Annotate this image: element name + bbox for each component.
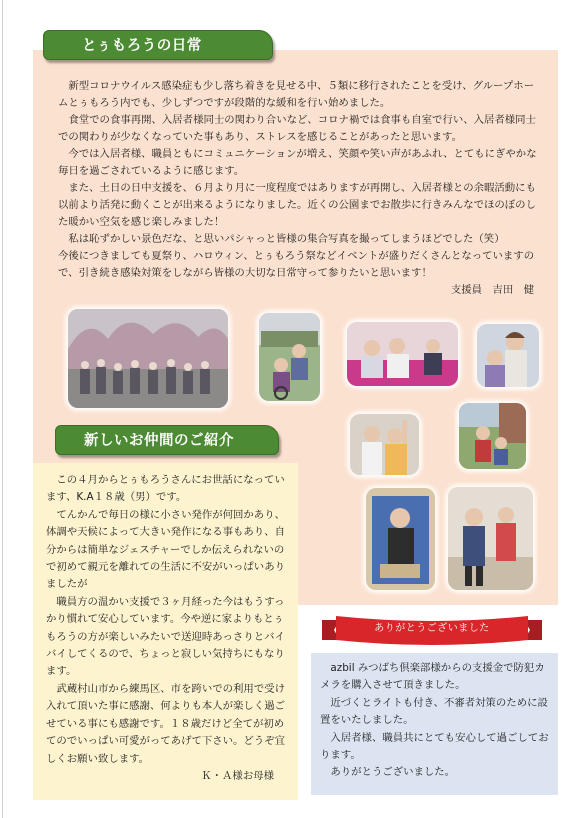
daily-article-text xyxy=(58,78,544,299)
page-edge-line xyxy=(2,0,3,818)
daily-paragraph-6: 今後につきましても夏祭り、ハロウィン、とぅもろう祭などイベントが盛りだくさんとなっていますので、引き続き感染対策をしながら皆様の大切な日常守って参りたいと思います！ xyxy=(58,250,535,279)
thanks-ribbon-label: ありがとうございました xyxy=(374,623,490,634)
thanks-paragraph-3: 入居者様、職員共にとても安心して過ごしております。 xyxy=(320,731,549,762)
photo-resident-arm-raised xyxy=(350,414,419,475)
new-member-paragraph-1: この４月からとぅもろうさんにお世話になっています、K.A１８歳（男）です。 xyxy=(46,474,285,504)
photo-resident-on-mat xyxy=(366,488,435,590)
daily-paragraph-4: また、土日の日中支援を、６月より月に一度程度ではありますが再開し、入居者様との余暇活動にも以前より活発に動くことが出来るようになりました。近くの公園までお散歩に行きみんなでほのぼのした暖かい空気を感じ楽しみました！ xyxy=(58,182,536,228)
photo-wheelchair-park xyxy=(259,313,320,401)
daily-paragraph-5: 私は恥ずかしい景色だな、と思いパシャっと皆様の集合写真を撮ってしまうほどでした（笑） xyxy=(68,233,505,245)
new-member-signature: Ｋ・Ａ様お母様 xyxy=(201,769,274,782)
daily-signature: 支援員 吉田 健 xyxy=(450,284,534,296)
thanks-paragraph-1: azbil みつばち倶楽部様からの支援金で防犯カメラを購入させて頂きました。 xyxy=(320,662,545,692)
daily-paragraph-3: 今では入居者様、職員ともにコミュニケーションが増え、笑顔や笑い声があふれ、とてもにぎやかな毎日を過ごされているように感じます。 xyxy=(58,148,537,177)
daily-paragraph-2: 食堂での食事再開、入居者様同士の関わり合いなど、コロナ禍では食事も自室で行い、入居者様同士での関わりが少なくなっていた事もあり、ストレスを感じることがあったと思います。 xyxy=(58,114,536,143)
photo-garden-pair xyxy=(459,403,526,469)
photo-standing-residents xyxy=(448,487,533,590)
daily-heading: とぅもろうの日常 xyxy=(43,30,273,60)
thanks-text xyxy=(320,660,552,782)
new-member-paragraph-3: 職員方の温かい支援で３ヶ月経った今はもうすっかり慣れて安心しています。今や逆に家よりもとぅもろうの方が楽しいみたいで送迎時あっさりとバイバイしてくるので、ちょっと寂しい気持ちにもなります。 xyxy=(46,595,285,678)
photo-residents-sofa xyxy=(347,322,458,386)
new-member-paragraph-4: 武蔵村山市から練馬区、市を跨いでの利用で受け入れて頂いた事に感謝、何よりも本人が楽しく過ごせている事にも感謝です。１８歳だけど全てが初めてのでいっぱい可愛がってあげて下さい。どうぞ宜しくお願い致します。 xyxy=(46,682,285,765)
daily-paragraph-1: 新型コロナウイルス感染症も少し落ち着きを見せる中、５類に移行されたことを受け、グループホームとぅもろう内でも、少しずつですが段階的な緩和を行い始めました。 xyxy=(58,80,535,109)
new-member-paragraph-2: てんかんで毎日の様に小さい発作が何回かあり、体調や天候によって大きい発作になる事もあり、自分からは簡単なジェスチャーでしか伝えられないので初めて親元を離れての生活に不安がいっぱいありましたが xyxy=(46,508,285,591)
new-member-text xyxy=(46,472,286,785)
thanks-paragraph-4: ありがとうございました。 xyxy=(330,766,456,779)
photo-staff-resident xyxy=(477,324,539,387)
new-member-heading: 新しいお仲間のご紹介 xyxy=(55,425,279,455)
thanks-paragraph-2: 近づくとライトも付き、不審者対策のために設置をいたしました。 xyxy=(320,696,548,727)
photo-park-group xyxy=(68,309,228,408)
